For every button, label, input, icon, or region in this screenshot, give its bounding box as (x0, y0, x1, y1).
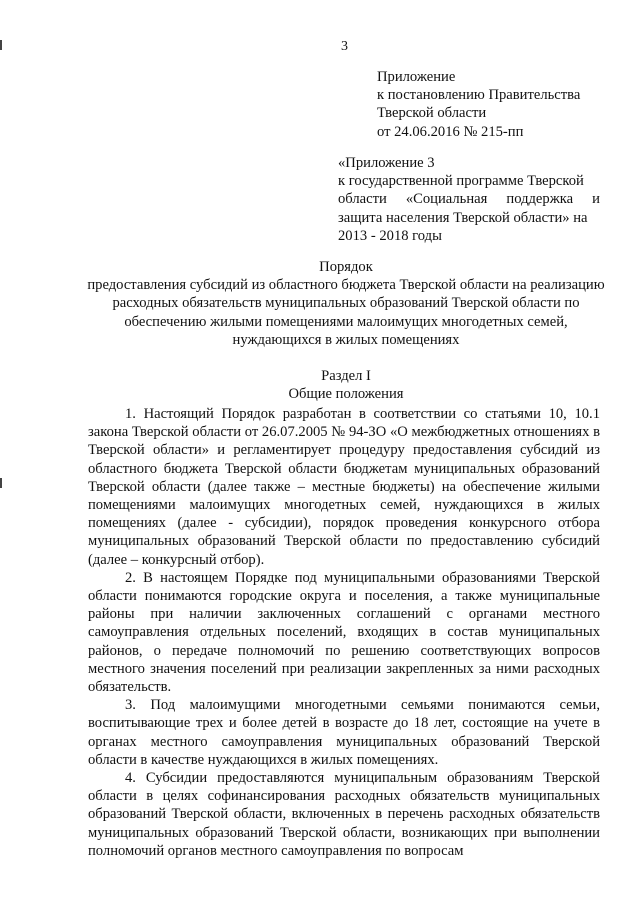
appendix-line: к постановлению Правительства (377, 87, 581, 104)
appendix-3-line: области «Социальная поддержка и (338, 191, 600, 208)
page-number: 3 (341, 39, 348, 54)
appendix-line: Тверской области (377, 105, 487, 122)
paragraph: 1. Настоящий Порядок разработан в соответствии со статьями 10, 10.1 закона Тверской области от 26.07.2005 № 94-ЗО «О межбюджетных отношениях в Тверской области» и регламентирует процедуру предоставления субсидий из областного бюджета Тверской области бюджетам муниципальных образований Тверской области (далее также – местные бюджеты) на обеспечение жилыми помещениями малоимущих многодетных семей, нуждающихся в жилых помещениях (далее - субсидии), порядок проведения конкурсного отбора муниципальных образований Тверской области по предоставлению субсидий (далее – конкурсный отбор). (88, 406, 600, 568)
document-title (84, 258, 608, 349)
scan-edge-mark (0, 40, 2, 50)
body-text (88, 405, 600, 860)
section-name: Общие положения (288, 386, 404, 403)
appendix-header (377, 68, 617, 141)
appendix-3-header (338, 154, 600, 245)
appendix-line: Приложение (377, 69, 456, 85)
title-text: предоставления субсидий из областного бюджета Тверской области на реализацию расходных обязательств муниципальных образований Тверской области по обеспечению жилыми помещениями малоимущих многодетных семей, нуждающихся в жилых помещениях (87, 277, 605, 348)
paragraph: 2. В настоящем Порядке под муниципальными образованиями Тверской области понимаются городские округа и поселения, а также муниципальные районы при наличии заключенных соглашений с органами местного самоуправления отдельных поселений, входящих в состав муниципальных районов, о передаче полномочий по решению соответствующих вопросов местного значения поселений при реализации закрепленных за ними расходных обязательств. (88, 569, 600, 696)
appendix-3-line: защита населения Тверской области» на (338, 209, 588, 226)
paragraph: 3. Под малоимущими многодетными семьями понимаются семьи, воспитывающие трех и более детей в возрасте до 18 лет, состоящие на учете в органах местного самоуправления муниципальных образований Тверской области в качестве нуждающихся в жилых помещениях. (88, 697, 600, 768)
section-heading (84, 367, 608, 403)
appendix-3-line: 2013 - 2018 годы (338, 227, 442, 244)
section-number: Раздел I (321, 368, 371, 384)
appendix-3-line: «Приложение 3 (338, 155, 435, 171)
appendix-line: от 24.06.2016 № 215-пп (377, 123, 524, 140)
scan-edge-mark (0, 478, 2, 488)
appendix-3-line: к государственной программе Тверской (338, 173, 584, 190)
title-heading: Порядок (319, 259, 373, 275)
paragraph: 4. Субсидии предоставляются муниципальным образованиям Тверской области в целях софинансирования расходных обязательств муниципальных образований Тверской области, включенных в перечень расходных обязательств муниципальных образований Тверской области, возникающих при выполнении полномочий органов местного самоуправления по вопросам (88, 770, 600, 859)
